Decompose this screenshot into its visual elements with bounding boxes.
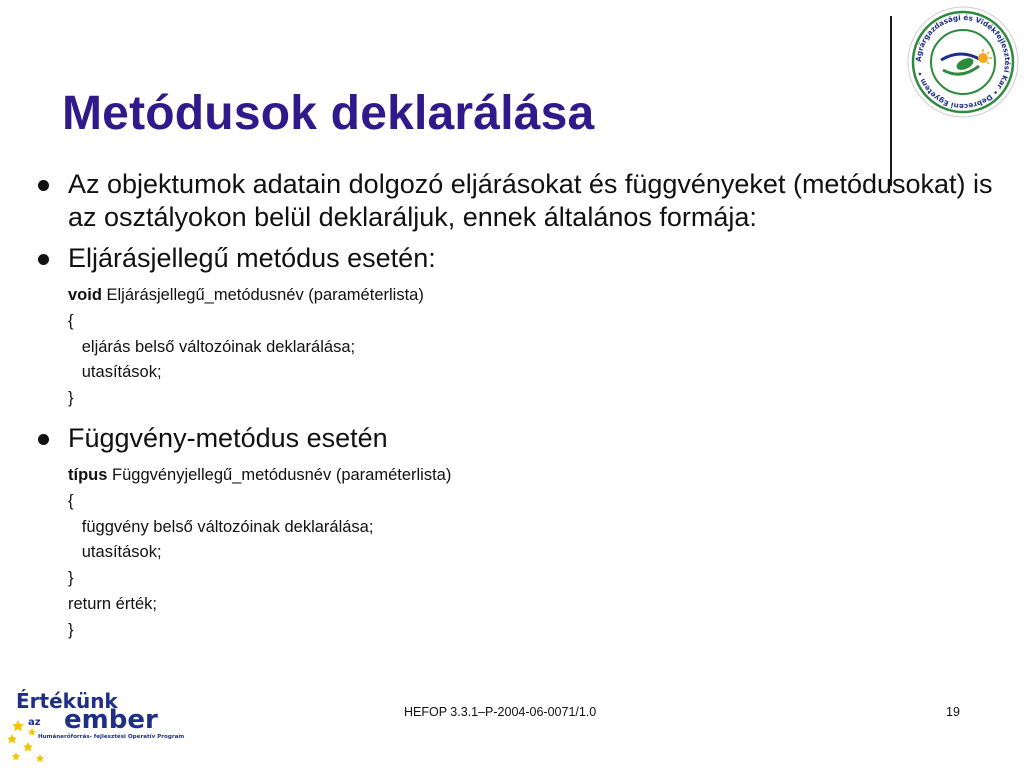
vertical-divider-line <box>890 16 892 186</box>
code-block-function <box>68 463 1000 644</box>
bullet-dot-icon <box>38 434 49 445</box>
code-block-procedure <box>68 283 1000 412</box>
code-line: } <box>68 569 74 588</box>
footer-logo-word2: az <box>28 717 41 728</box>
hefop-logo <box>4 682 185 766</box>
code-line: return érték; <box>68 594 157 613</box>
footer-project-code: HEFOP 3.3.1–P-2004-06-0071/1.0 <box>404 705 597 719</box>
code-line: { <box>68 491 74 510</box>
university-logo <box>905 4 1021 120</box>
code-line: } <box>68 620 74 639</box>
code-line: { <box>68 311 74 330</box>
code-line: eljárás belső változóinak deklarálása; <box>68 337 356 356</box>
bullet-text: Az objektumok adatain dolgozó eljárásokat és függvényeket (metódusokat) is az osztályokon belül deklaráljuk, ennek általános formája: <box>68 169 993 232</box>
slide-title: Metódusok deklarálása <box>62 87 595 140</box>
code-line <box>68 283 1000 309</box>
bullet-dot-icon <box>38 254 49 265</box>
code-line: } <box>68 389 74 408</box>
code-keyword: típus <box>68 465 108 484</box>
code-text: Függvényjellegű_metódusnév (paraméterlista) <box>107 465 452 484</box>
footer-logo-tagline: Humánerőforrás- fejlesztési Operatív Program <box>38 734 185 740</box>
bullet-text: Eljárásjellegű metódus esetén: <box>68 243 436 273</box>
code-keyword: void <box>68 286 102 304</box>
code-line <box>68 463 1000 489</box>
footer-logo-word3: ember <box>64 705 158 735</box>
bullet-item <box>30 168 1000 234</box>
bullet-dot-icon <box>38 180 49 191</box>
code-text: Eljárásjellegű_metódusnév (paraméterlista) <box>101 286 424 304</box>
slide-content <box>30 168 1000 654</box>
code-line: függvény belső változóinak deklarálása; <box>68 517 374 536</box>
code-line: utasítások; <box>68 543 162 562</box>
bullet-text: Függvény-metódus esetén <box>68 422 388 453</box>
university-ring-text: Agrárgazdasági és Vidékfejlesztési Kar • Debreceni Egyetem • <box>913 12 1013 112</box>
page-number: 19 <box>946 705 960 719</box>
bullet-item <box>30 242 1000 275</box>
bullet-item <box>30 422 1000 455</box>
code-line: utasítások; <box>68 363 162 382</box>
footer-logo-word1: Értékünk <box>16 689 118 713</box>
